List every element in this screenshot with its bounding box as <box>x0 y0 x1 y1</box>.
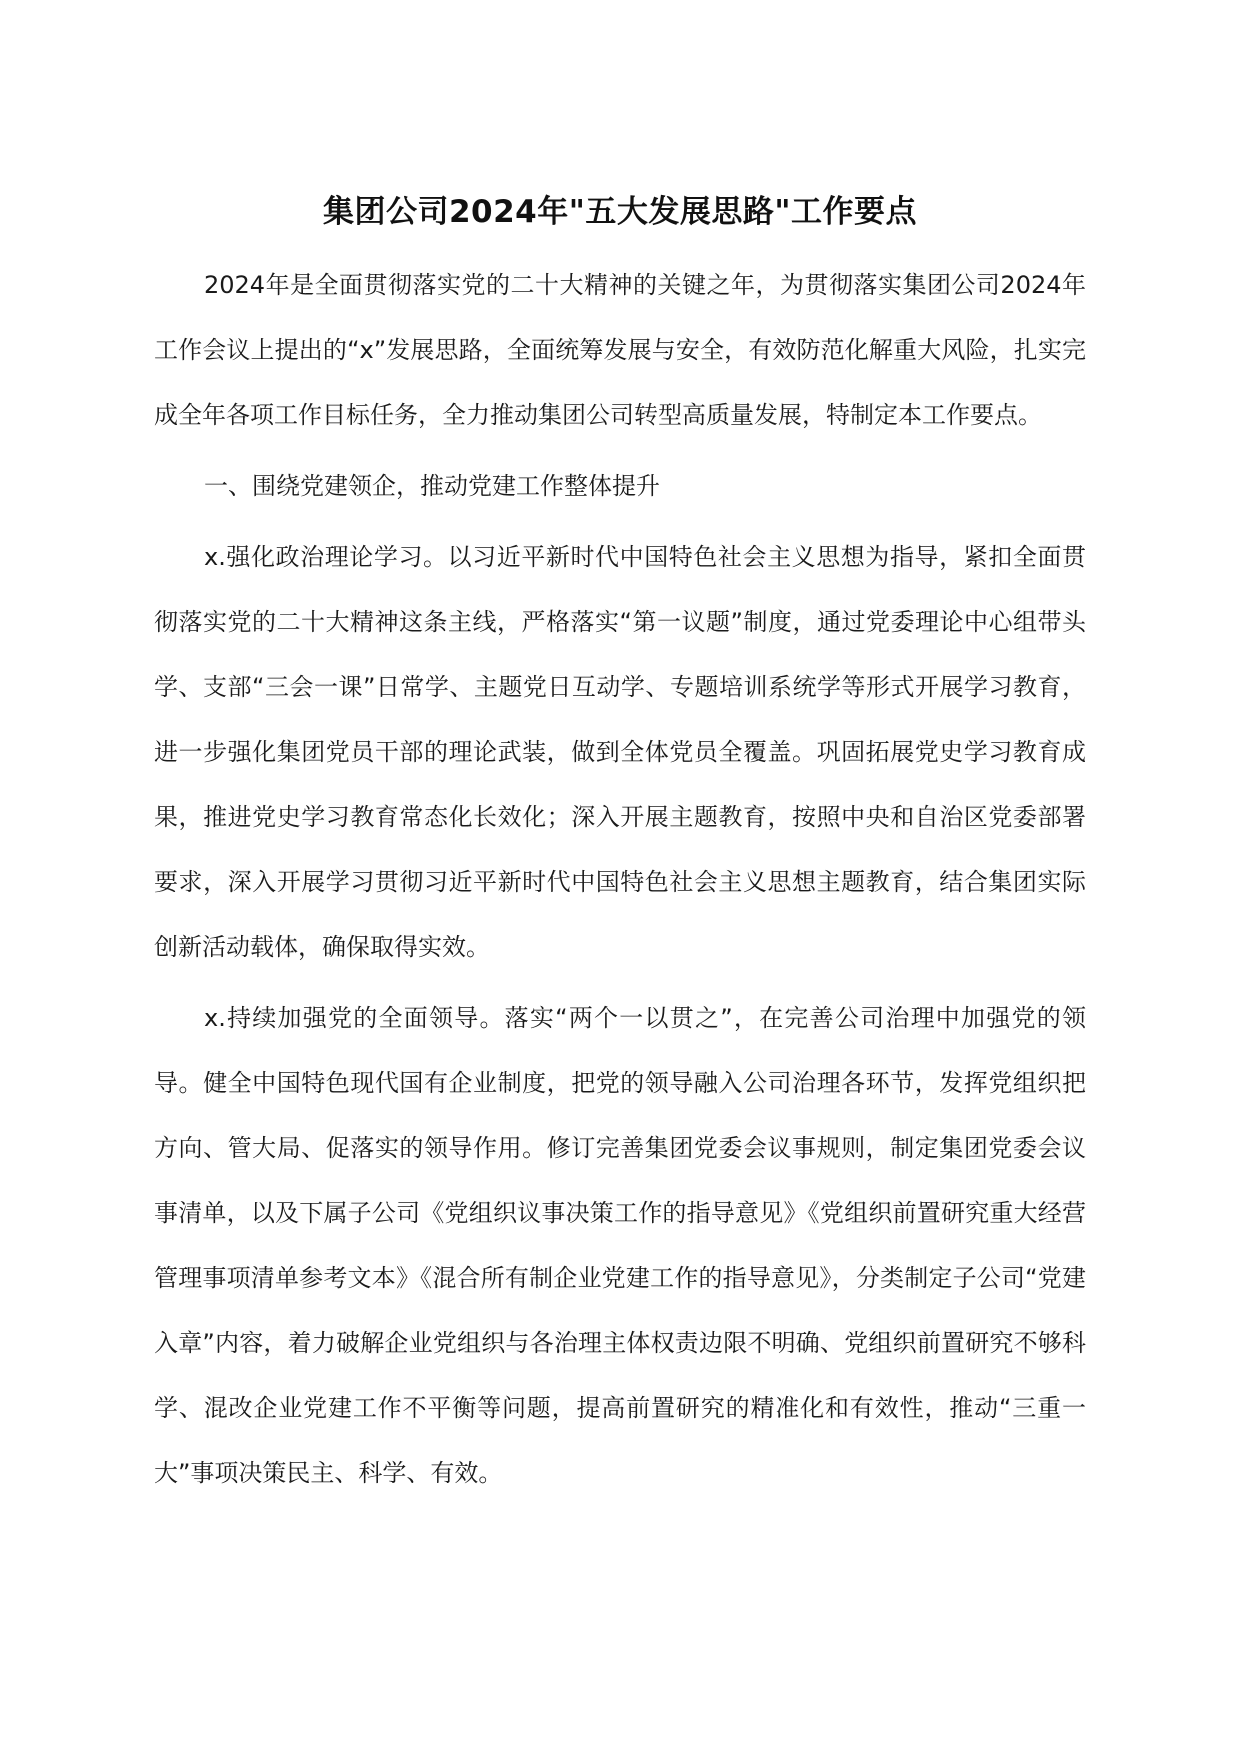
document-title: 集团公司2024年"五大发展思路"工作要点 <box>322 194 918 230</box>
document-body <box>154 253 1086 1512</box>
intro-paragraph: 2024年是全面贯彻落实党的二十大精神的关键之年，为贯彻落实集团公司2024年工作会议上提出的“x”发展思路，全面统筹发展与安全，有效防范化解重大风险，扎实完成全年各项工作目标任务，全力推动集团公司转型高质量发展，特制定本工作要点。 <box>154 271 1086 429</box>
body-paragraph: x.强化政治理论学习。以习近平新时代中国特色社会主义思想为指导，紧扣全面贯彻落实党的二十大精神这条主线，严格落实“第一议题”制度，通过党委理论中心组带头学、支部“三会一课”日常学、主题党日互动学、专题培训系统学等形式开展学习教育，进一步强化集团党员干部的理论武装，做到全体党员全覆盖。巩固拓展党史学习教育成果，推进党史学习教育常态化长效化；深入开展主题教育，按照中央和自治区党委部署要求，深入开展学习贯彻习近平新时代中国特色社会主义思想主题教育，结合集团实际创新活动载体，确保取得实效。 <box>154 543 1086 961</box>
section-heading: 一、围绕党建领企，推动党建工作整体提升 <box>204 472 660 500</box>
body-paragraph: x.持续加强党的全面领导。落实“两个一以贯之”，在完善公司治理中加强党的领导。健全中国特色现代国有企业制度，把党的领导融入公司治理各环节，发挥党组织把方向、管大局、促落实的领导作用。修订完善集团党委会议事规则，制定集团党委会议事清单，以及下属子公司《党组织议事决策工作的指导意见》《党组织前置研究重大经营管理事项清单参考文本》《混合所有制企业党建工作的指导意见》，分类制定子公司“党建入章”内容，着力破解企业党组织与各治理主体权责边限不明确、党组织前置研究不够科学、混改企业党建工作不平衡等问题，提高前置研究的精准化和有效性，推动“三重一大”事项决策民主、科学、有效。 <box>154 1004 1086 1487</box>
